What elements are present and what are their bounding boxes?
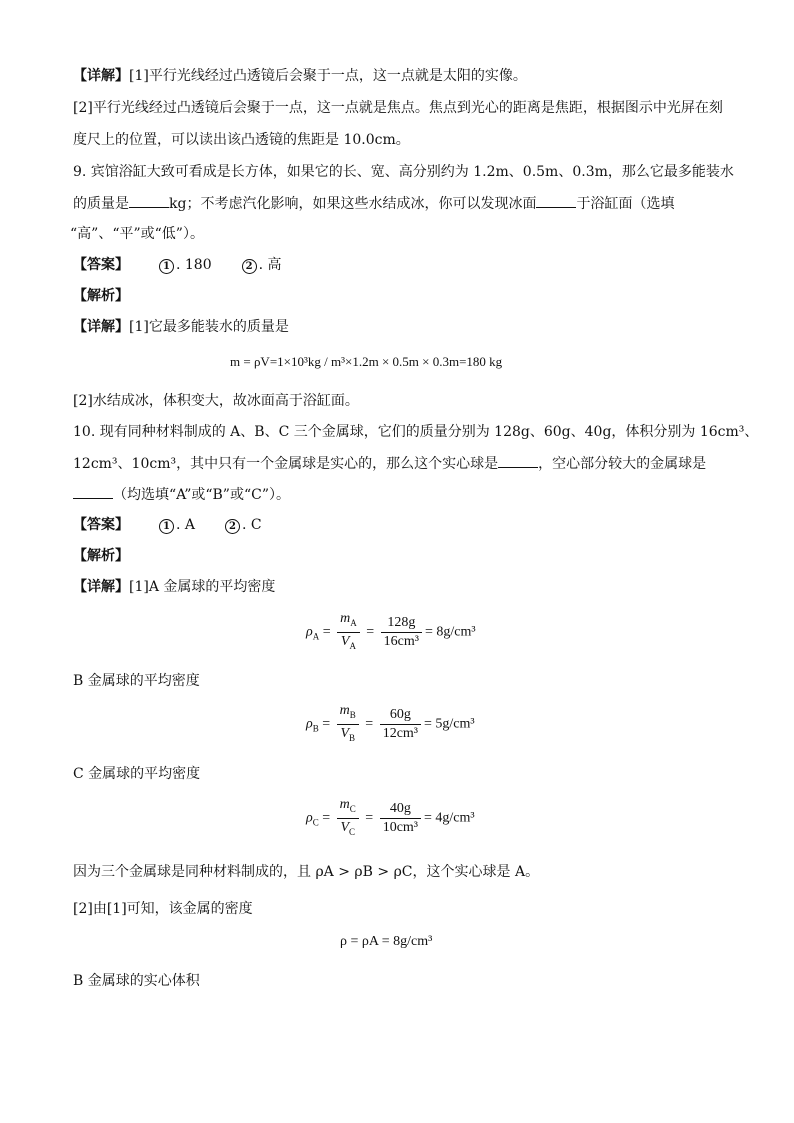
rho-symbol: ρ bbox=[306, 716, 313, 732]
fraction-numerator: 40g bbox=[380, 800, 421, 819]
detail-text: [1]A 金属球的平均密度 bbox=[129, 579, 276, 595]
formula-density-b: $\rho_B$ = $\frac{m_B}{V_B}$ = $\frac{60g}{\text{12cm³}}$ = 5g/cm³ bbox=[306, 703, 475, 743]
mass-symbol: m bbox=[339, 797, 350, 812]
answer-blank bbox=[498, 453, 538, 468]
subscript: C bbox=[349, 826, 356, 837]
detail-10-part-2: [2]由[1]可知，该金属的密度 bbox=[73, 901, 253, 917]
formula-density-c: $\rho_C$ = $\frac{m_C}{V_C}$ = $\frac{40g}{\text{10cm³}}$ = 4g/cm³ bbox=[306, 797, 475, 837]
q9-text-post: 于浴缸面（选填 bbox=[576, 196, 675, 212]
question-9-line-3: “高”、“平”或“低”）。 bbox=[70, 226, 204, 242]
q10-text-post: ，空心部分较大的金属球是 bbox=[538, 456, 707, 472]
detail-text: [1]它最多能装水的质量是 bbox=[129, 319, 289, 335]
detail-tag: 【详解】 bbox=[73, 319, 129, 335]
fraction-denominator: 16cm³ bbox=[383, 633, 419, 649]
question-10-line-1: 10. 现有同种材料制成的 A、B、C 三个金属球，它们的质量分别为 128g、60g、40g，体积分别为 16cm³、 bbox=[73, 424, 759, 440]
label-c: C 金属球的平均密度 bbox=[73, 766, 201, 782]
rho-symbol: ρ bbox=[306, 810, 313, 826]
label-b: B 金属球的平均密度 bbox=[73, 673, 200, 689]
volume-symbol: V bbox=[340, 725, 349, 741]
answer-blank bbox=[73, 484, 113, 499]
fraction-numerator: 128g bbox=[381, 614, 422, 633]
subscript: A bbox=[350, 617, 357, 628]
mass-symbol: m bbox=[339, 703, 350, 718]
answer-10 bbox=[73, 515, 262, 535]
analysis-10: 【解析】 bbox=[73, 548, 129, 564]
fraction-numerator: 60g bbox=[380, 706, 421, 725]
fraction-denominator: 10cm³ bbox=[382, 819, 419, 835]
subscript: B bbox=[349, 732, 356, 743]
detail-line-1 bbox=[73, 66, 527, 86]
question-10-line-2 bbox=[73, 453, 706, 474]
answer-9 bbox=[73, 255, 282, 275]
volume-symbol: V bbox=[340, 633, 350, 649]
question-9-line-2 bbox=[73, 193, 674, 214]
answer-blank bbox=[129, 193, 169, 208]
subscript: A bbox=[312, 631, 320, 642]
answer-value: . A bbox=[176, 517, 196, 533]
q10-text-end: （均选填“A”或“B”或“C”）。 bbox=[113, 487, 290, 503]
formula-result: = 5g/cm³ bbox=[424, 716, 475, 732]
subscript: A bbox=[349, 640, 356, 651]
answer-value: . 高 bbox=[258, 257, 282, 273]
answer-tag: 【答案】 bbox=[73, 517, 129, 533]
q10-text-pre: 12cm³、10cm³，其中只有一个金属球是实心的，那么这个实心球是 bbox=[73, 456, 499, 472]
question-9-line-1: 9. 宾馆浴缸大致可看成是长方体，如果它的长、宽、高分别约为 1.2m、0.5m、0.3m，那么它最多能装水 bbox=[73, 164, 734, 180]
detail-tag: 【详解】 bbox=[73, 68, 129, 84]
formula-rho: ρ = ρA = 8g/cm³ bbox=[340, 934, 433, 949]
answer-value: . C bbox=[242, 517, 262, 533]
conclusion: 因为三个金属球是同种材料制成的，且 ρA > ρB > ρC，这个实心球是 A。 bbox=[73, 864, 540, 880]
detail-9 bbox=[73, 317, 289, 337]
subscript: C bbox=[349, 803, 356, 814]
formula-result: = 8g/cm³ bbox=[424, 624, 476, 640]
q9-text-pre: 的质量是 bbox=[73, 196, 129, 212]
formula-density-a: $\rho_A$ = $\frac{m_A}{V_A}$ = $\frac{128g}{\text{16cm³}}$ = 8g/cm³ bbox=[306, 611, 476, 651]
answer-tag: 【答案】 bbox=[73, 257, 129, 273]
detail-9-part-2: [2]水结成冰，体积变大，故冰面高于浴缸面。 bbox=[73, 393, 359, 409]
detail-10 bbox=[73, 577, 275, 597]
detail-text: [1]平行光线经过凸透镜后会聚于一点，这一点就是太阳的实像。 bbox=[129, 68, 527, 84]
subscript: B bbox=[312, 723, 319, 734]
detail-line-3: 度尺上的位置，可以读出该凸透镜的焦距是 10.0cm。 bbox=[73, 132, 410, 148]
analysis-9: 【解析】 bbox=[73, 288, 129, 304]
subscript: B bbox=[349, 709, 356, 720]
circled-number: 2 bbox=[242, 259, 257, 274]
circled-number: 1 bbox=[159, 519, 174, 534]
answer-blank bbox=[536, 193, 576, 208]
fraction-denominator: 12cm³ bbox=[382, 725, 419, 741]
circled-number: 1 bbox=[159, 259, 174, 274]
detail-line-2: [2]平行光线经过凸透镜后会聚于一点，这一点就是焦点。焦点到光心的距离是焦距，根据图示中光屏在刻 bbox=[73, 100, 723, 116]
detail-tag: 【详解】 bbox=[73, 579, 129, 595]
volume-symbol: V bbox=[340, 819, 349, 835]
rho-symbol: ρ bbox=[306, 624, 313, 640]
circled-number: 2 bbox=[225, 519, 240, 534]
question-10-line-3 bbox=[73, 484, 290, 505]
mass-symbol: m bbox=[340, 611, 351, 626]
answer-value: . 180 bbox=[176, 257, 212, 273]
formula-9: m = ρV=1×10³kg / m³×1.2m × 0.5m × 0.3m=180 kg bbox=[230, 354, 503, 369]
subscript: C bbox=[312, 817, 319, 828]
q9-text-mid: kg；不考虑汽化影响，如果这些水结成冰，你可以发现冰面 bbox=[169, 196, 537, 212]
label-b-solid-volume: B 金属球的实心体积 bbox=[73, 973, 200, 989]
formula-result: = 4g/cm³ bbox=[424, 810, 475, 826]
